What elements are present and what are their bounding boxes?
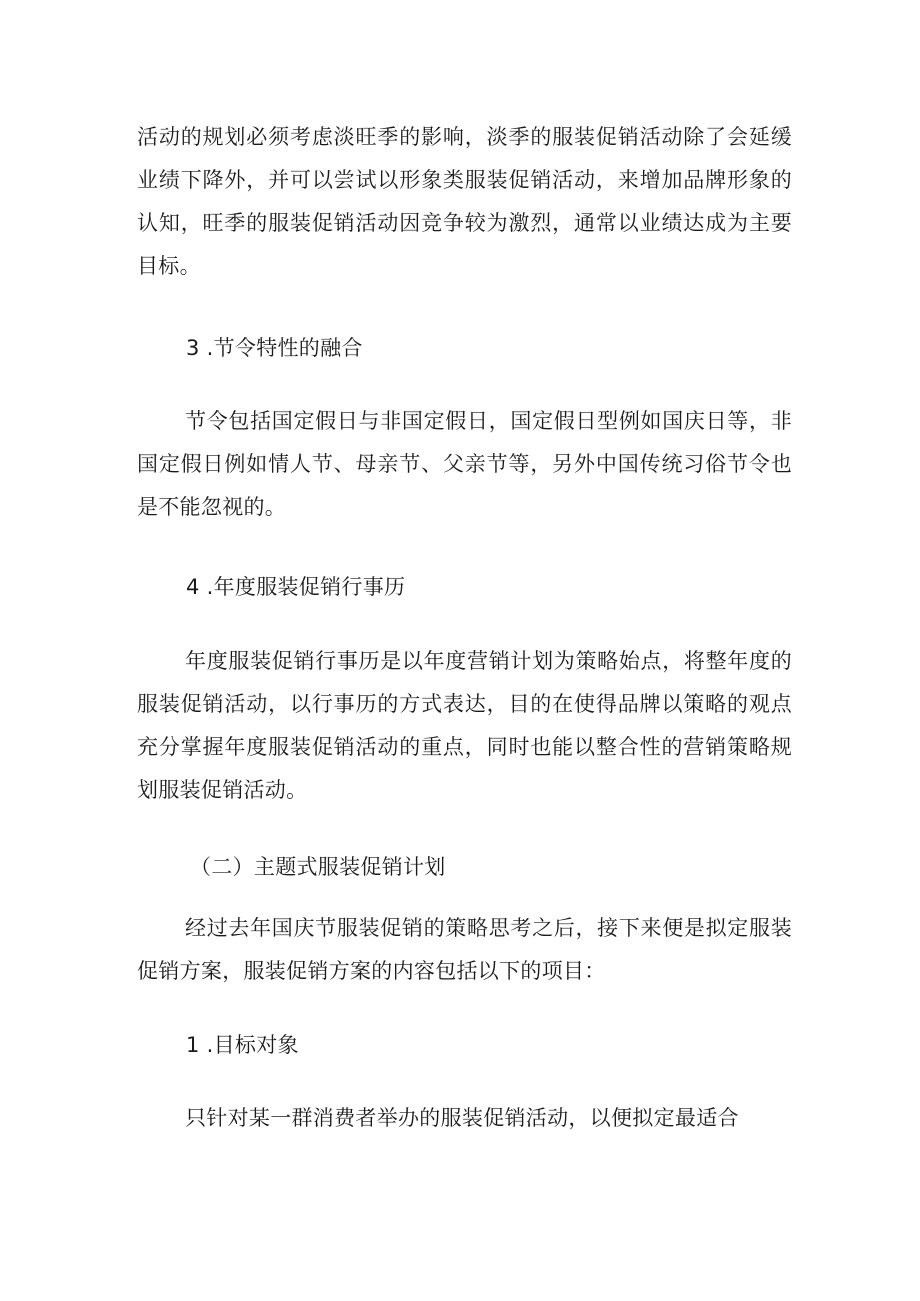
paragraph-holidays: 节令包括国定假日与非国定假日，国定假日型例如国庆日等，非国定假日例如情人节、母亲节、父亲节等，另外中国传统习俗节令也是不能忽视的。	[137, 409, 792, 519]
paragraph-annual-calendar: 年度服装促销行事历是以年度营销计划为策略始点，将整年度的服装促销活动，以行事历的方式表达，目的在使得品牌以策略的观点充分掌握年度服装促销活动的重点，同时也能以整合性的营销策略规划服装促销活动。	[137, 649, 792, 802]
heading-holiday-integration: 3 .节令特性的融合	[186, 336, 363, 360]
paragraph-target-audience: 只针对某一群消费者举办的服装促销活动，以便拟定最适合	[185, 1106, 739, 1130]
section-heading-themed-plan: （二）主题式服装促销计划	[190, 855, 446, 879]
paragraph-seasonality: 活动的规划必须考虑淡旺季的影响，淡季的服装促销活动除了会延缓业绩下降外，并可以尝试以形象类服装促销活动，来增加品牌形象的认知，旺季的服装促销活动因竞争较为激烈，通常以业绩达成为主要目标。	[137, 125, 792, 278]
heading-target-audience: 1 .目标对象	[186, 1033, 299, 1057]
paragraph-promotion-plan: 经过去年国庆节服装促销的策略思考之后，接下来便是拟定服装促销方案，服装促销方案的内容包括以下的项目：	[137, 916, 792, 983]
heading-annual-calendar: 4 .年度服装促销行事历	[186, 575, 406, 599]
